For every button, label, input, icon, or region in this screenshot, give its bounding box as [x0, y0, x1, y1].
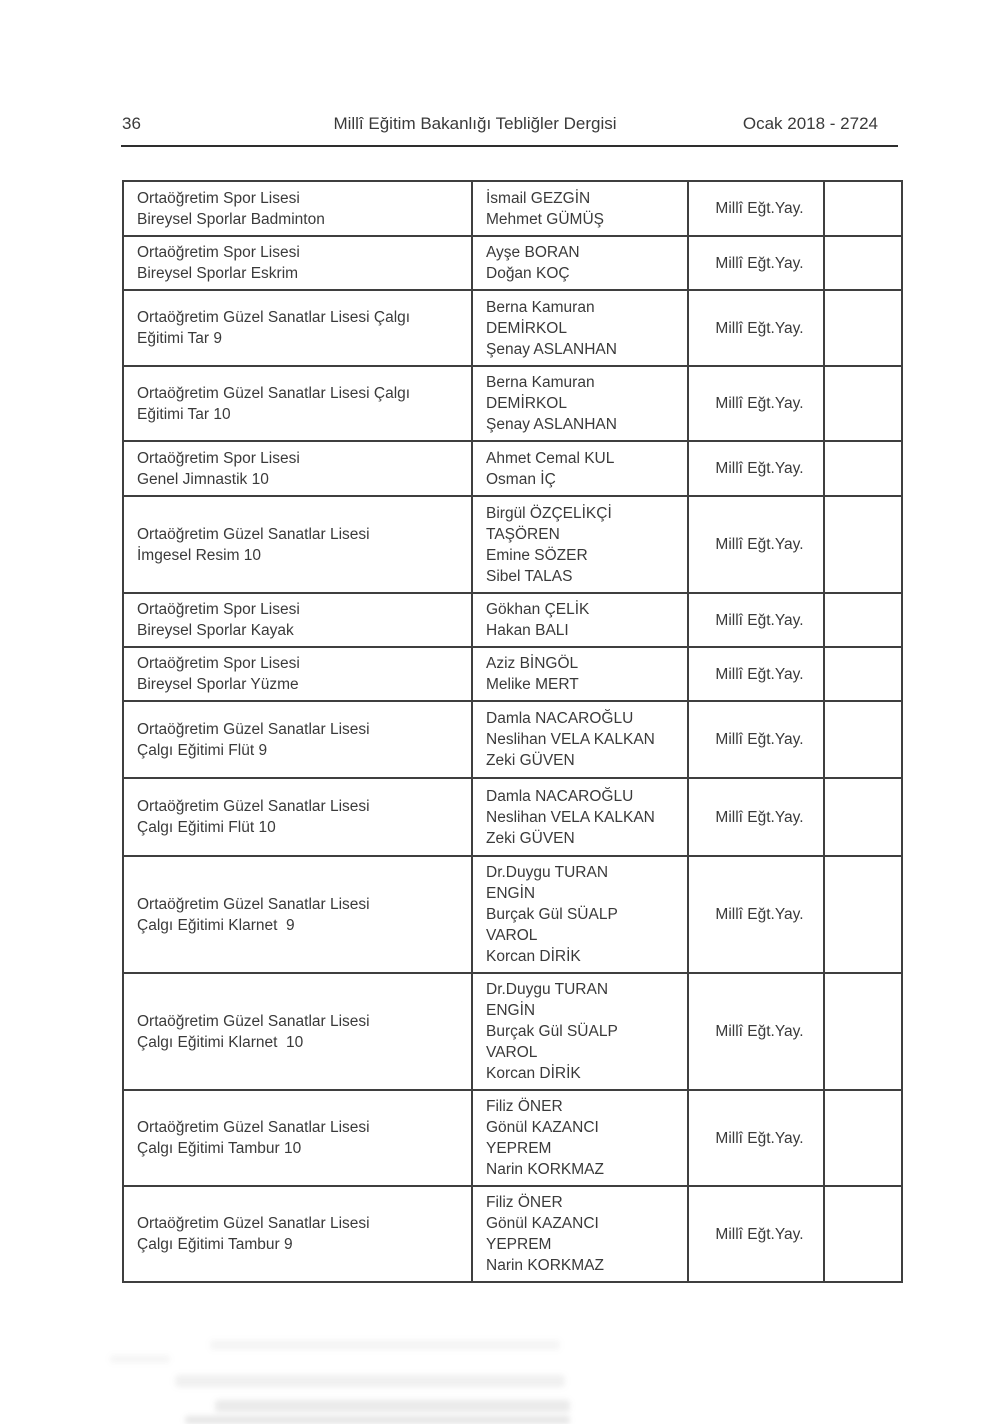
bleed-smudge — [185, 1416, 570, 1424]
course-line: Çalgı Eğitimi Flüt 10 — [137, 819, 276, 836]
note-cell — [824, 973, 902, 1090]
author-line: Dr.Duygu TURAN — [486, 981, 609, 998]
course-line: Bireysel Sporlar Badminton — [137, 210, 325, 228]
publisher-cell: Millî Eğt.Yay. — [688, 441, 824, 496]
course-line: Ortaöğretim Spor Lisesi — [137, 601, 300, 618]
publisher-cell: Millî Eğt.Yay. — [688, 856, 824, 973]
authors-cell — [472, 441, 688, 496]
page-header — [122, 114, 878, 134]
publisher-cell: Millî Eğt.Yay. — [688, 181, 824, 236]
course-line: İmgesel Resim 10 — [137, 546, 262, 564]
course-cell — [123, 701, 472, 778]
author-line: Emine SÖZER — [486, 546, 588, 564]
author-line: Berna Kamuran — [486, 298, 595, 316]
authors-cell — [472, 1090, 688, 1186]
course-line: Ortaöğretim Güzel Sanatlar Lisesi — [137, 525, 370, 543]
table-row — [123, 181, 902, 236]
course-cell — [123, 441, 472, 496]
course-line: Çalgı Eğitimi Klarnet 10 — [137, 1033, 304, 1051]
author-line: Şenay ASLANHAN — [486, 416, 617, 433]
author-line: VAROL — [486, 1044, 538, 1061]
table-row — [123, 366, 902, 441]
authors-cell — [472, 496, 688, 593]
author-line: Korcan DİRİK — [486, 1065, 581, 1082]
note-cell — [824, 496, 902, 593]
publisher-cell: Millî Eğt.Yay. — [688, 1186, 824, 1282]
bleed-smudge — [175, 1375, 565, 1387]
publisher-cell: Millî Eğt.Yay. — [688, 778, 824, 856]
note-cell — [824, 441, 902, 496]
authors-cell — [472, 856, 688, 973]
author-line: Damla NACAROĞLU — [486, 787, 634, 805]
journal-title: Millî Eğitim Bakanlığı Tebliğler Dergisi — [333, 114, 617, 133]
table-row — [123, 593, 902, 647]
course-line: Ortaöğretim Güzel Sanatlar Lisesi Çalgı — [137, 384, 411, 402]
authors-cell — [472, 701, 688, 778]
course-line: Ortaöğretim Güzel Sanatlar Lisesi — [137, 895, 370, 913]
course-line: Eğitimi Tar 10 — [137, 405, 231, 423]
table-row — [123, 236, 902, 290]
course-line: Ortaöğretim Spor Lisesi — [137, 449, 300, 467]
note-cell — [824, 290, 902, 366]
author-line: Narin KORKMAZ — [486, 1161, 604, 1178]
author-line: Sibel TALAS — [486, 567, 573, 585]
course-line: Ortaöğretim Spor Lisesi — [137, 244, 300, 261]
author-line: Osman İÇ — [486, 470, 556, 488]
issue-label: Ocak 2018 - 2724 — [742, 114, 878, 133]
author-line: VAROL — [486, 927, 538, 944]
author-line: Gökhan ÇELİK — [486, 601, 590, 618]
course-line: Ortaöğretim Güzel Sanatlar Lisesi — [137, 1119, 370, 1136]
course-line: Çalgı Eğitimi Flüt 9 — [137, 741, 268, 759]
author-line: Gönül KAZANCI — [486, 1119, 599, 1136]
author-line: Korcan DİRİK — [486, 948, 581, 965]
author-line: Neslihan VELA KALKAN — [486, 731, 655, 748]
author-line: Melike MERT — [486, 676, 579, 693]
course-line: Bireysel Sporlar Yüzme — [137, 676, 299, 693]
course-cell — [123, 236, 472, 290]
note-cell — [824, 1186, 902, 1282]
author-line: YEPREM — [486, 1140, 552, 1157]
course-line: Çalgı Eğitimi Tambur 10 — [137, 1140, 302, 1157]
publisher-cell: Millî Eğt.Yay. — [688, 366, 824, 441]
course-line: Ortaöğretim Spor Lisesi — [137, 189, 300, 207]
table-row — [123, 441, 902, 496]
authors-cell — [472, 366, 688, 441]
table-row — [123, 496, 902, 593]
author-line: Burçak Gül SÜALP — [486, 906, 618, 923]
course-cell — [123, 647, 472, 701]
authors-cell — [472, 593, 688, 647]
course-line: Ortaöğretim Güzel Sanatlar Lisesi — [137, 720, 370, 738]
author-line: Ayşe BORAN — [486, 244, 580, 261]
publisher-cell: Millî Eğt.Yay. — [688, 647, 824, 701]
note-cell — [824, 701, 902, 778]
note-cell — [824, 856, 902, 973]
author-line: TAŞÖREN — [486, 525, 560, 543]
table-row — [123, 1186, 902, 1282]
author-line: Damla NACAROĞLU — [486, 710, 634, 727]
author-line: Birgül ÖZÇELİKÇİ — [486, 504, 612, 522]
course-cell — [123, 856, 472, 973]
bleed-smudge — [110, 1355, 170, 1363]
authors-cell — [472, 236, 688, 290]
note-cell — [824, 1090, 902, 1186]
course-line: Genel Jimnastik 10 — [137, 470, 269, 488]
author-line: Doğan KOÇ — [486, 265, 570, 282]
course-line: Ortaöğretim Güzel Sanatlar Lisesi — [137, 1215, 370, 1232]
author-line: Narin KORKMAZ — [486, 1257, 604, 1274]
publisher-cell: Millî Eğt.Yay. — [688, 496, 824, 593]
author-line: YEPREM — [486, 1236, 552, 1253]
course-cell — [123, 366, 472, 441]
author-line: Neslihan VELA KALKAN — [486, 808, 655, 826]
note-cell — [824, 593, 902, 647]
publisher-cell: Millî Eğt.Yay. — [688, 973, 824, 1090]
course-line: Ortaöğretim Spor Lisesi — [137, 655, 300, 672]
author-line: DEMİRKOL — [486, 319, 567, 337]
note-cell — [824, 181, 902, 236]
course-line: Ortaöğretim Güzel Sanatlar Lisesi Çalgı — [137, 309, 411, 326]
course-cell — [123, 181, 472, 236]
author-line: Ahmet Cemal KUL — [486, 449, 615, 467]
course-line: Bireysel Sporlar Eskrim — [137, 265, 299, 282]
author-line: Berna Kamuran — [486, 374, 595, 391]
textbook-table — [122, 180, 903, 1283]
course-cell — [123, 593, 472, 647]
author-line: ENGİN — [486, 1002, 536, 1019]
author-line: Filiz ÖNER — [486, 1194, 563, 1211]
authors-cell — [472, 647, 688, 701]
course-cell — [123, 1186, 472, 1282]
course-cell — [123, 1090, 472, 1186]
author-line: Zeki GÜVEN — [486, 752, 575, 769]
header-rule — [121, 145, 898, 147]
publisher-cell: Millî Eğt.Yay. — [688, 593, 824, 647]
publisher-cell: Millî Eğt.Yay. — [688, 701, 824, 778]
table-row — [123, 647, 902, 701]
course-cell — [123, 496, 472, 593]
bleed-smudge — [210, 1340, 560, 1350]
author-line: Gönül KAZANCI — [486, 1215, 599, 1232]
note-cell — [824, 366, 902, 441]
course-line: Eğitimi Tar 9 — [137, 330, 222, 347]
authors-cell — [472, 973, 688, 1090]
author-line: DEMİRKOL — [486, 395, 567, 412]
page-number: 36 — [122, 114, 141, 133]
author-line: ENGİN — [486, 885, 536, 902]
table-row — [123, 856, 902, 973]
note-cell — [824, 647, 902, 701]
author-line: Dr.Duygu TURAN — [486, 864, 609, 881]
course-cell — [123, 290, 472, 366]
publisher-cell: Millî Eğt.Yay. — [688, 1090, 824, 1186]
author-line: Mehmet GÜMÜŞ — [486, 210, 604, 228]
table-row — [123, 778, 902, 856]
publisher-cell: Millî Eğt.Yay. — [688, 290, 824, 366]
table-row — [123, 1090, 902, 1186]
table-row — [123, 973, 902, 1090]
authors-cell — [472, 778, 688, 856]
author-line: Şenay ASLANHAN — [486, 340, 617, 358]
publisher-cell: Millî Eğt.Yay. — [688, 236, 824, 290]
course-cell — [123, 973, 472, 1090]
note-cell — [824, 778, 902, 856]
authors-cell — [472, 181, 688, 236]
author-line: Burçak Gül SÜALP — [486, 1023, 618, 1040]
course-cell — [123, 778, 472, 856]
authors-cell — [472, 290, 688, 366]
author-line: Aziz BİNGÖL — [486, 655, 579, 672]
course-line: Ortaöğretim Güzel Sanatlar Lisesi — [137, 1012, 370, 1030]
author-line: Filiz ÖNER — [486, 1098, 563, 1115]
course-line: Çalgı Eğitimi Tambur 9 — [137, 1236, 293, 1253]
note-cell — [824, 236, 902, 290]
authors-cell — [472, 1186, 688, 1282]
table-row — [123, 701, 902, 778]
course-line: Ortaöğretim Güzel Sanatlar Lisesi — [137, 798, 370, 815]
author-line: Zeki GÜVEN — [486, 829, 575, 847]
bleed-smudge — [215, 1400, 570, 1412]
author-line: Hakan BALI — [486, 622, 569, 639]
course-line: Bireysel Sporlar Kayak — [137, 622, 294, 639]
course-line: Çalgı Eğitimi Klarnet 9 — [137, 916, 295, 934]
table-row — [123, 290, 902, 366]
author-line: İsmail GEZGİN — [486, 189, 591, 207]
